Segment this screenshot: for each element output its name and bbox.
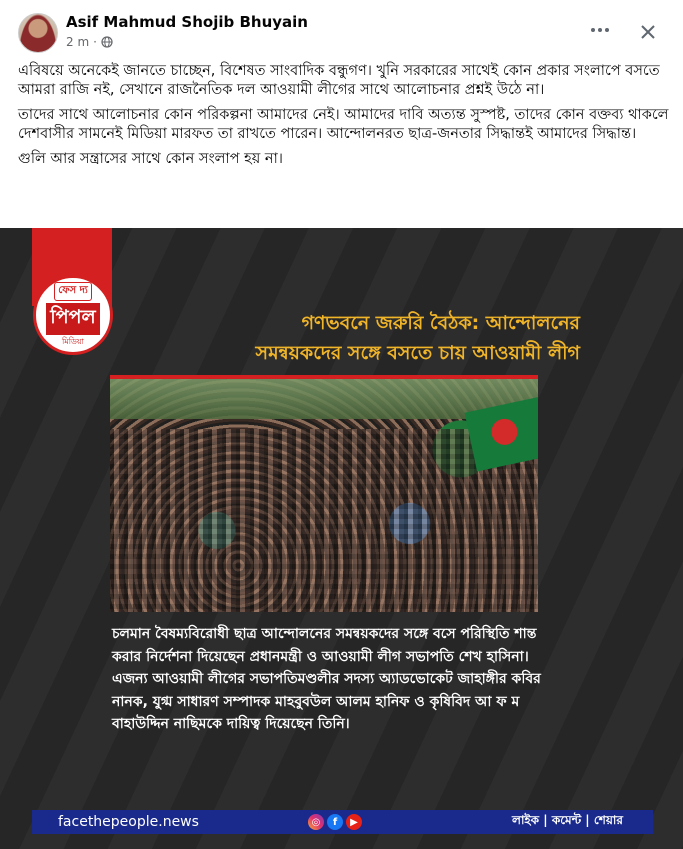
post-time[interactable]: 2 m [66,35,90,49]
face-the-people-logo [33,275,113,355]
graphic-footer-bar [32,810,653,834]
graphic-caption: চলমান বৈষম্যবিরোধী ছাত্র আন্দোলনের সমন্বয়কদের সঙ্গে বসে পরিস্থিতি শান্ত করার নির্দেশনা দিয়েছেন প্রধানমন্ত্রী ও আওয়ামী লীগ সভাপতি শেখ হাসিনা। এজন্য আওয়ামী লীগের সভাপতিমণ্ডলীর সদস্য অ্যাডভোকেট জাহাঙ্গীর কবির নানক, যুগ্ম সাধারণ সম্পাদক মাহবুবউল আলম হানিফ ও কৃষিবিদ আ ফ ম বাহাউদ্দিন নাছিমকে দায়িত্ব দিয়েছেন তিনি। [112,626,541,732]
post-paragraph: এবিষয়ে অনেকেই জানতে চাচ্ছেন, বিশেষত সাংবাদিক বন্ধুগণ। খুনি সরকারের সাথেই কোন প্রকার সংলাপে বসতে আমরা রাজি নই, সেখানে রাজনৈতিক দল আওয়ামী লীগের সাথে আলোচনার প্রশ্নই উঠে না। [18,63,660,98]
more-dots-icon [591,28,595,32]
author-name[interactable]: Asif Mahmud Shojib Bhuyain [66,13,308,31]
footer-website: facethepeople.news [58,814,199,830]
facebook-icon: f [327,814,343,830]
logo-bottom-text: মিডিয়া [62,336,84,346]
avatar[interactable] [18,13,58,53]
headline-line-1: গণভবনে জরুরি বৈঠক: আন্দোলনের [301,312,580,334]
post-meta [66,35,113,49]
logo-top-text: ফেস দ্য [54,282,92,301]
graphic-headline [190,308,580,368]
headline-line-2: সমন্বয়কদের সঙ্গে বসতে চায় আওয়ামী লীগ [255,342,580,364]
post-image[interactable] [0,228,683,849]
more-options-button[interactable] [586,18,614,42]
footer-actions: লাইক | কমেন্ট | শেয়ার [512,813,623,827]
logo-main-text: পিপল [46,303,99,335]
more-dot [605,28,609,32]
protest-crowd-photo [110,375,538,612]
more-dot [598,28,602,32]
close-button[interactable] [634,18,662,46]
youtube-icon: ▶ [346,814,362,830]
post-paragraph: তাদের সাথে আলোচনার কোন পরিকল্পনা আমাদের নেই। আমাদের দাবি অত্যন্ত সুস্পষ্ট, তাদের কোন বক্তব্য থাকলে দেশবাসীর সামনেই মিডিয়া মারফত তা রাখতে পারেন। আন্দোলনরত ছাত্র-জনতার সিদ্ধান্তই আমাদের সিদ্ধান্ত। [18,107,669,142]
instagram-icon: ◎ [308,814,324,830]
post-header [0,0,683,60]
social-icons [308,814,362,830]
post-paragraph: গুলি আর সন্ত্রাসের সাথে কোন সংলাপ হয় না। [18,151,283,167]
close-icon [640,24,656,40]
globe-icon [101,36,113,48]
dot-separator: · [93,35,97,49]
post-body [18,62,670,175]
